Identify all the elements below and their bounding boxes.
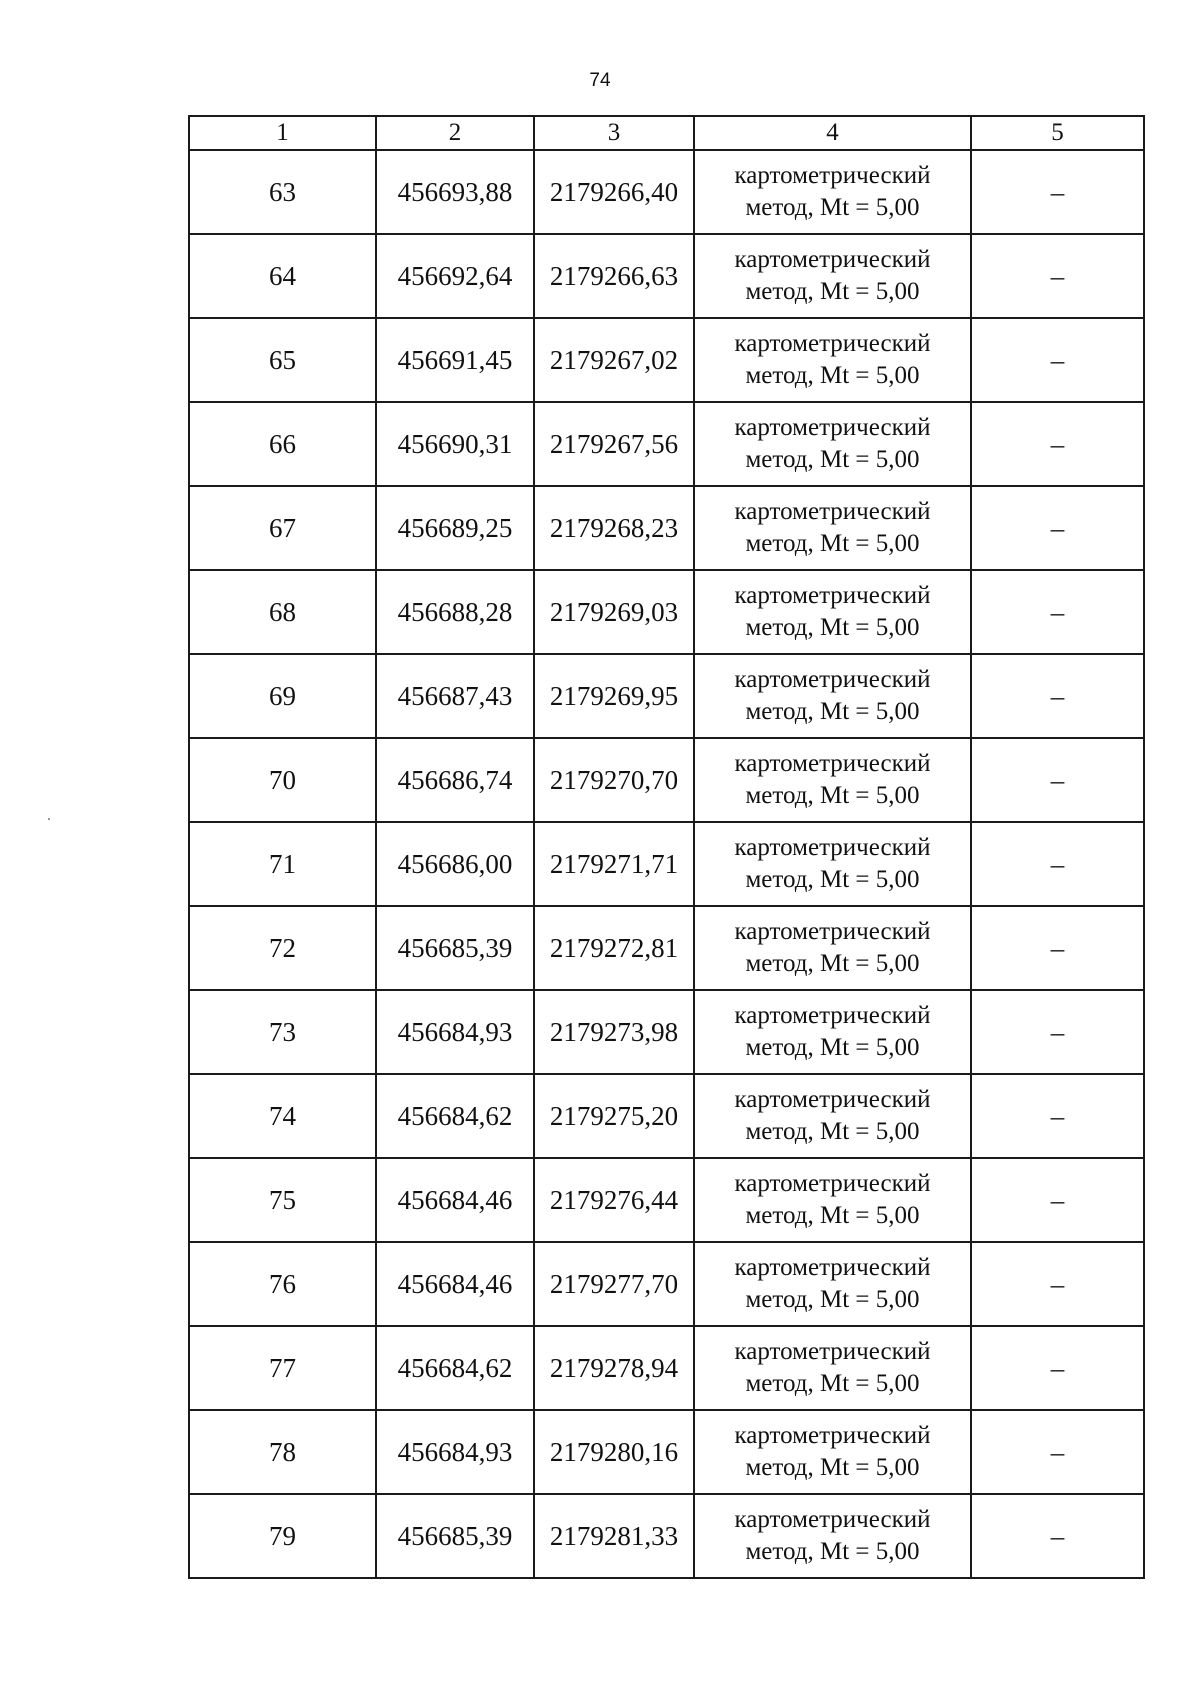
note-cell: – (971, 150, 1144, 234)
method-line-1: картометрический (734, 1338, 931, 1365)
method-line-2: метод, Mt = 5,00 (745, 614, 920, 641)
column-header-1: 1 (189, 116, 376, 150)
note-cell: – (971, 1242, 1144, 1326)
method-cell (694, 402, 971, 486)
y-coordinate-cell: 2179271,71 (534, 822, 694, 906)
x-coordinate-cell: 456688,28 (376, 570, 534, 654)
point-number-cell: 64 (189, 234, 376, 318)
y-coordinate-cell: 2179270,70 (534, 738, 694, 822)
y-coordinate-cell: 2179267,56 (534, 402, 694, 486)
point-number-cell: 77 (189, 1326, 376, 1410)
method-line-2: метод, Mt = 5,00 (745, 194, 920, 221)
point-number-cell: 65 (189, 318, 376, 402)
method-line-2: метод, Mt = 5,00 (745, 866, 920, 893)
method-cell (694, 906, 971, 990)
method-line-1: картометрический (734, 162, 931, 189)
method-cell (694, 1074, 971, 1158)
method-cell (694, 1326, 971, 1410)
table-row (189, 486, 1144, 570)
note-cell: – (971, 486, 1144, 570)
x-coordinate-cell: 456685,39 (376, 906, 534, 990)
note-cell: – (971, 318, 1144, 402)
method-line-2: метод, Mt = 5,00 (745, 530, 920, 557)
point-number-cell: 71 (189, 822, 376, 906)
method-line-1: картометрический (734, 1002, 931, 1029)
point-number-cell: 70 (189, 738, 376, 822)
point-number-cell: 72 (189, 906, 376, 990)
note-cell: – (971, 1074, 1144, 1158)
method-line-2: метод, Mt = 5,00 (745, 1538, 920, 1565)
x-coordinate-cell: 456685,39 (376, 1494, 534, 1578)
table-row (189, 906, 1144, 990)
point-number-cell: 76 (189, 1242, 376, 1326)
table-row (189, 654, 1144, 738)
column-header-4: 4 (694, 116, 971, 150)
method-line-1: картометрический (734, 582, 931, 609)
method-cell (694, 234, 971, 318)
y-coordinate-cell: 2179267,02 (534, 318, 694, 402)
x-coordinate-cell: 456692,64 (376, 234, 534, 318)
method-line-2: метод, Mt = 5,00 (745, 278, 920, 305)
column-header-3: 3 (534, 116, 694, 150)
x-coordinate-cell: 456684,46 (376, 1158, 534, 1242)
point-number-cell: 67 (189, 486, 376, 570)
method-line-2: метод, Mt = 5,00 (745, 1286, 920, 1313)
method-line-2: метод, Mt = 5,00 (745, 698, 920, 725)
method-cell (694, 738, 971, 822)
x-coordinate-cell: 456684,93 (376, 1410, 534, 1494)
x-coordinate-cell: 456689,25 (376, 486, 534, 570)
method-line-1: картометрический (734, 918, 931, 945)
method-line-2: метод, Mt = 5,00 (745, 362, 920, 389)
x-coordinate-cell: 456684,62 (376, 1074, 534, 1158)
method-line-1: картометрический (734, 1506, 931, 1533)
note-cell: – (971, 402, 1144, 486)
point-number-cell: 74 (189, 1074, 376, 1158)
method-line-1: картометрический (734, 1170, 931, 1197)
point-number-cell: 69 (189, 654, 376, 738)
method-line-2: метод, Mt = 5,00 (745, 1454, 920, 1481)
table-row (189, 402, 1144, 486)
method-cell (694, 1494, 971, 1578)
method-line-1: картометрический (734, 1422, 931, 1449)
y-coordinate-cell: 2179280,16 (534, 1410, 694, 1494)
table-row (189, 1326, 1144, 1410)
table-row (189, 1074, 1144, 1158)
x-coordinate-cell: 456690,31 (376, 402, 534, 486)
method-cell (694, 570, 971, 654)
method-cell (694, 990, 971, 1074)
coordinates-table (188, 115, 1145, 1579)
y-coordinate-cell: 2179269,95 (534, 654, 694, 738)
y-coordinate-cell: 2179277,70 (534, 1242, 694, 1326)
x-coordinate-cell: 456686,74 (376, 738, 534, 822)
table-row (189, 1242, 1144, 1326)
method-cell (694, 1158, 971, 1242)
method-line-2: метод, Mt = 5,00 (745, 1202, 920, 1229)
table-row (189, 990, 1144, 1074)
method-cell (694, 486, 971, 570)
point-number-cell: 66 (189, 402, 376, 486)
point-number-cell: 75 (189, 1158, 376, 1242)
column-header-5: 5 (971, 116, 1144, 150)
note-cell: – (971, 906, 1144, 990)
y-coordinate-cell: 2179278,94 (534, 1326, 694, 1410)
y-coordinate-cell: 2179281,33 (534, 1494, 694, 1578)
method-line-2: метод, Mt = 5,00 (745, 1034, 920, 1061)
table-row (189, 318, 1144, 402)
method-cell (694, 1410, 971, 1494)
y-coordinate-cell: 2179272,81 (534, 906, 694, 990)
note-cell: – (971, 990, 1144, 1074)
x-coordinate-cell: 456684,93 (376, 990, 534, 1074)
point-number-cell: 73 (189, 990, 376, 1074)
method-cell (694, 654, 971, 738)
x-coordinate-cell: 456686,00 (376, 822, 534, 906)
point-number-cell: 79 (189, 1494, 376, 1578)
table-row (189, 570, 1144, 654)
column-header-2: 2 (376, 116, 534, 150)
method-line-1: картометрический (734, 750, 931, 777)
table-row (189, 150, 1144, 234)
scan-speck (48, 818, 50, 820)
method-cell (694, 318, 971, 402)
x-coordinate-cell: 456684,46 (376, 1242, 534, 1326)
method-line-2: метод, Mt = 5,00 (745, 446, 920, 473)
x-coordinate-cell: 456687,43 (376, 654, 534, 738)
table-row (189, 1410, 1144, 1494)
y-coordinate-cell: 2179276,44 (534, 1158, 694, 1242)
point-number-cell: 68 (189, 570, 376, 654)
method-line-1: картометрический (734, 1254, 931, 1281)
x-coordinate-cell: 456693,88 (376, 150, 534, 234)
method-line-1: картометрический (734, 666, 931, 693)
note-cell: – (971, 822, 1144, 906)
note-cell: – (971, 234, 1144, 318)
y-coordinate-cell: 2179275,20 (534, 1074, 694, 1158)
method-line-1: картометрический (734, 498, 931, 525)
note-cell: – (971, 1410, 1144, 1494)
y-coordinate-cell: 2179266,40 (534, 150, 694, 234)
method-line-1: картометрический (734, 1086, 931, 1113)
header-row (189, 116, 1144, 150)
note-cell: – (971, 1494, 1144, 1578)
method-line-2: метод, Mt = 5,00 (745, 950, 920, 977)
point-number-cell: 63 (189, 150, 376, 234)
table-row (189, 822, 1144, 906)
y-coordinate-cell: 2179268,23 (534, 486, 694, 570)
method-line-2: метод, Mt = 5,00 (745, 782, 920, 809)
method-cell (694, 150, 971, 234)
y-coordinate-cell: 2179269,03 (534, 570, 694, 654)
y-coordinate-cell: 2179266,63 (534, 234, 694, 318)
note-cell: – (971, 1158, 1144, 1242)
method-line-1: картометрический (734, 330, 931, 357)
method-cell (694, 822, 971, 906)
method-line-1: картометрический (734, 246, 931, 273)
x-coordinate-cell: 456684,62 (376, 1326, 534, 1410)
note-cell: – (971, 738, 1144, 822)
method-line-1: картометрический (734, 834, 931, 861)
note-cell: – (971, 570, 1144, 654)
note-cell: – (971, 1326, 1144, 1410)
table-row (189, 738, 1144, 822)
x-coordinate-cell: 456691,45 (376, 318, 534, 402)
table-row (189, 1494, 1144, 1578)
table-row (189, 1158, 1144, 1242)
point-number-cell: 78 (189, 1410, 376, 1494)
method-cell (694, 1242, 971, 1326)
table-row (189, 234, 1144, 318)
y-coordinate-cell: 2179273,98 (534, 990, 694, 1074)
method-line-2: метод, Mt = 5,00 (745, 1118, 920, 1145)
note-cell: – (971, 654, 1144, 738)
table-body (189, 150, 1144, 1578)
page-number: 74 (589, 70, 611, 91)
method-line-1: картометрический (734, 414, 931, 441)
method-line-2: метод, Mt = 5,00 (745, 1370, 920, 1397)
